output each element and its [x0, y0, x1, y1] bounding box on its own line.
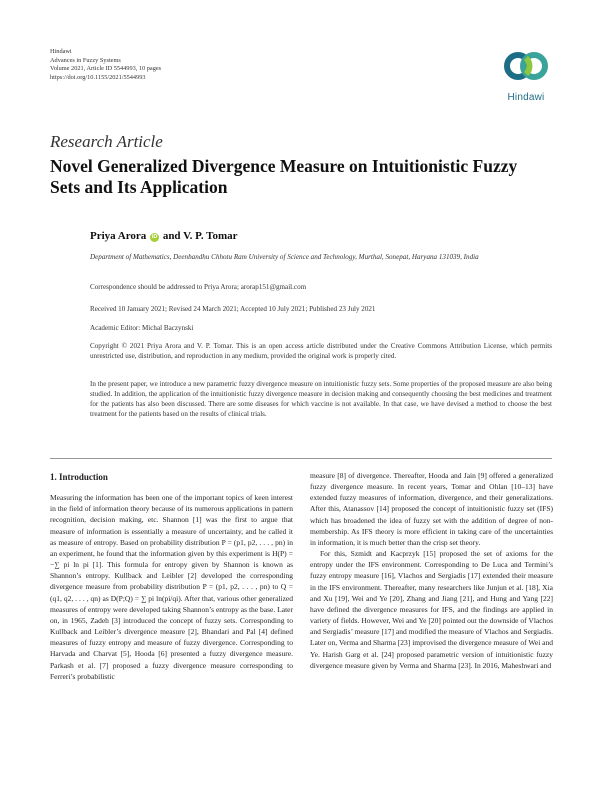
- abstract: In the present paper, we introduce a new parametric fuzzy divergence measure on intuitionistic fuzzy sets. Some properties of the proposed measure are also being studied. In addition, the application of the intuitionistic fuzzy divergence measure in decision making and consequently choosing the best medicines and treatment for the patients has also been discussed. There are some diseases for which vaccine is not available. In that case, we have devised a method to choose the best treatment for the patients based on the results of clinical trials.: [90, 380, 552, 418]
- author-name[interactable]: Priya Arora: [90, 230, 147, 242]
- article-type: Research Article: [50, 132, 163, 151]
- academic-editor: Academic Editor: Michal Baczynski: [90, 324, 194, 332]
- body-column-left: [50, 470, 293, 682]
- journal-name: Advances in Fuzzy Systems: [50, 56, 121, 64]
- author-separator: and: [160, 230, 184, 242]
- author-name[interactable]: V. P. Tomar: [183, 230, 238, 242]
- logo-wordmark: Hindawi: [507, 92, 545, 103]
- body-paragraph: For this, Szmidt and Kacprzyk [15] proposed the set of axioms for the entropy under the IFS environment. Corresponding to De Luca and Termini’s fuzzy entropy measure [16], Vlachos and Sergiadis [17] extended their measure in the IFS environment. Thereafter, many researchers like Junjun et al. [18], Xia and Xu [19], Wei and Ye [20], Zhang and Jiang [21], and Hung and Yang [22] have defined the divergence measures for IFS, and the findings are applied in variety of fields. However, Wei and Ye [20] pointed out the downside of Vlachos and Sergiadis’ measure [17] and modified the measure of Vlachos and Sergiadis. Later on, Verma and Sharma [23] improvised the divergence measure of Wei and Ye. Harish Garg et al. [24] proposed parametric version of intuitionistic fuzzy divergence measure given by Verma and Sharma [23]. In 2016, Maheshwari and: [310, 549, 553, 670]
- volume-info: Volume 2021, Article ID 5544993, 10 pages: [50, 65, 162, 73]
- copyright-notice: Copyright © 2021 Priya Arora and V. P. Tomar. This is an open access article distributed under the Creative Commons Attribution License, which permits unrestricted use, distribution, and reproduction in any medium, provided the original work is properly cited.: [90, 342, 552, 360]
- orcid-icon[interactable]: iD: [151, 234, 158, 240]
- correspondence: Correspondence should be addressed to Priya Arora; arorap151@gmail.com: [90, 283, 307, 291]
- body-paragraph: measure [8] of divergence. Thereafter, Hooda and Jain [9] offered a generalized fuzzy divergence measure. In recent years, Tomar and Ohlan [10–13] have extended fuzzy measures of information, divergence, and their generalizations. After this, Atanassov [14] proposed the concept of intuitionistic fuzzy set (IFS) which has broadened the idea of fuzzy set with the addition of degree of non-membership. As IFS theory is more efficient in taking care of the uncertainties in information, it is much better than the crisp set theory.: [310, 471, 553, 547]
- hindawi-logo: [496, 40, 556, 110]
- divider: [50, 458, 552, 459]
- article-title: Novel Generalized Divergence Measure on Intuitionistic Fuzzy Sets and Its Application: [50, 156, 518, 197]
- hindawi-logo-icon: [496, 40, 556, 92]
- affiliation: Department of Mathematics, Deenbandhu Chhotu Ram University of Science and Technology, Murthal, Sonepat, Haryana 131039, India: [90, 253, 479, 261]
- publication-dates: Received 10 January 2021; Revised 24 March 2021; Accepted 10 July 2021; Published 23 July 2021: [90, 305, 376, 313]
- author-line: [90, 230, 238, 242]
- doi-link[interactable]: https://doi.org/10.1155/2021/5544993: [50, 73, 146, 81]
- journal-meta: [50, 48, 161, 82]
- body-column-right: [310, 470, 553, 671]
- body-paragraph: Measuring the information has been one of the important topics of keen interest in the field of information theory because of its numerous applications in pattern recognition, decision making, etc. Shannon [1] was the first to argue that measure of information is essentially a measure of uncertainty, and he called it as measure of entropy. Based on probability distribution P = (p1, p2, . . . , pn) in an experiment, he found that the information given by this experiment is H(P) = −∑ pi ln pi [1]. This formula for entropy given by Shannon is known as Shannon’s entropy. Kullback and Leibler [2] developed the corresponding divergence measure from probability distribution P = (p1, p2, . . . , pn) to Q = (q1, q2, . . . , qn) as D(P;Q) = ∑ pi ln(pi/qi). After that, various other generalized measures of entropy were developed taking Shannon’s entropy as the base. Later on, in 1965, Zadeh [3] introduced the concept of fuzzy sets. Corresponding to Kullback and Leibler’s divergence measure [2], Bhandari and Pal [4] defined measures of fuzzy entropy and measure of fuzzy divergence. Corresponding to Harvada and Charvat [5], Hooda [6] presented a fuzzy divergence measure. Parkash et al. [7] proposed a fuzzy divergence measure corresponding to Ferreri’s probabilistic: [50, 493, 293, 681]
- section-heading: 1. Introduction: [50, 472, 108, 482]
- publisher-name: Hindawi: [50, 48, 72, 55]
